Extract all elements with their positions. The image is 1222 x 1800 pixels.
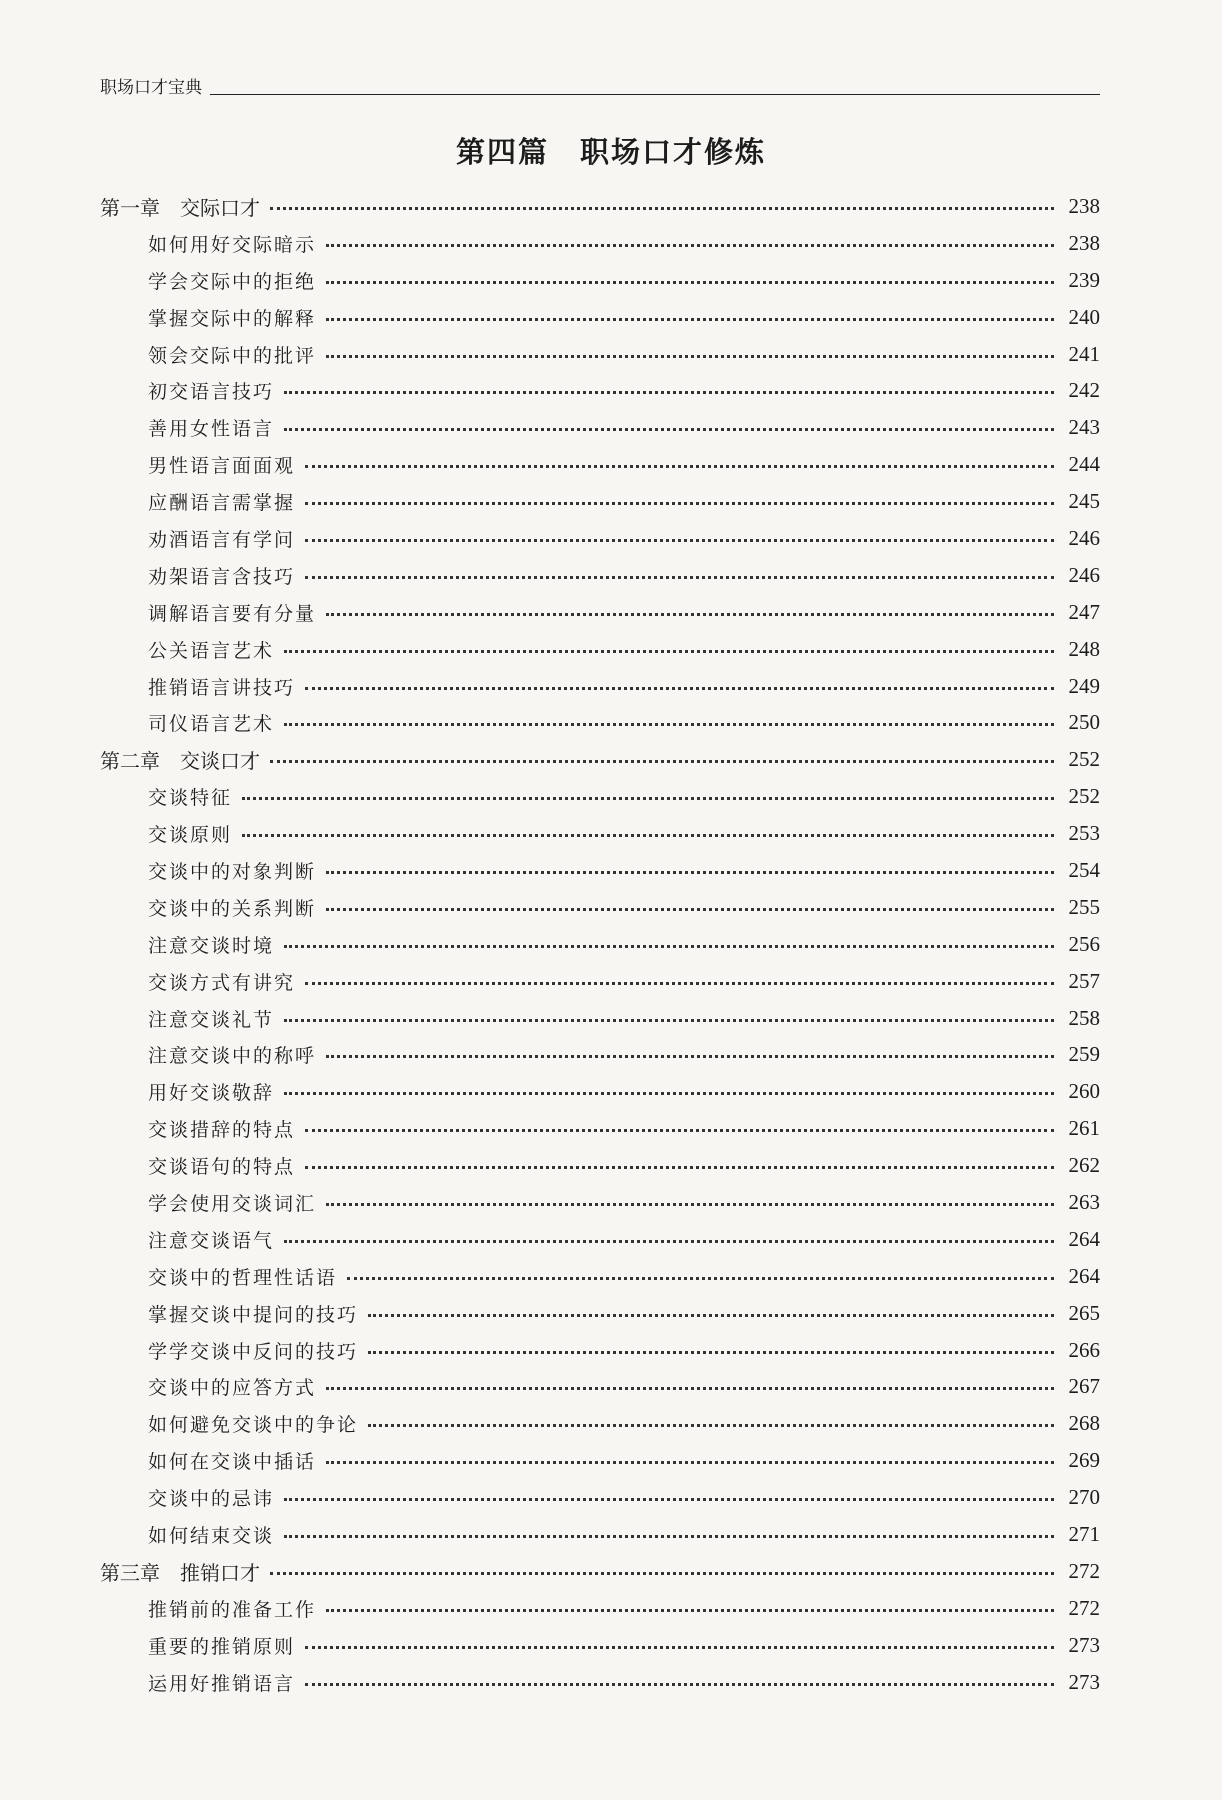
toc-entry-page: 242 xyxy=(1068,378,1100,403)
toc-entry-page: 252 xyxy=(1068,747,1100,772)
toc-entry-title: 男性语言面面观 xyxy=(148,455,296,478)
dot-leader xyxy=(242,834,1054,837)
table-of-contents xyxy=(100,188,1100,1701)
dot-leader xyxy=(305,1166,1054,1169)
toc-entry-page: 257 xyxy=(1068,968,1100,993)
toc-section-entry xyxy=(100,520,1100,557)
toc-entry-title: 第二章 交谈口才 xyxy=(100,749,260,774)
toc-section-entry xyxy=(100,631,1100,668)
dot-leader xyxy=(284,428,1054,431)
dot-leader xyxy=(284,650,1054,653)
toc-entry-title: 重要的推销原则 xyxy=(148,1635,296,1658)
toc-entry-page: 267 xyxy=(1068,1374,1100,1399)
toc-entry-page: 241 xyxy=(1068,341,1100,366)
toc-entry-page: 238 xyxy=(1068,193,1100,218)
toc-entry-title: 交谈中的哲理性话语 xyxy=(148,1266,338,1289)
toc-section-entry xyxy=(100,1590,1100,1627)
toc-section-entry xyxy=(100,815,1100,852)
header-rule xyxy=(210,94,1100,95)
toc-entry-page: 264 xyxy=(1068,1263,1100,1288)
dot-leader xyxy=(284,945,1054,948)
toc-section-entry xyxy=(100,594,1100,631)
dot-leader xyxy=(270,207,1054,210)
toc-entry-title: 交谈措辞的特点 xyxy=(148,1119,296,1142)
toc-entry-title: 初交语言技巧 xyxy=(148,381,275,404)
dot-leader xyxy=(284,1019,1054,1022)
toc-entry-title: 学学交谈中反问的技巧 xyxy=(148,1340,359,1363)
toc-section-entry xyxy=(100,446,1100,483)
toc-entry-title: 注意交谈语气 xyxy=(148,1229,275,1252)
toc-section-entry xyxy=(100,557,1100,594)
toc-section-entry xyxy=(100,1664,1100,1701)
toc-entry-page: 249 xyxy=(1068,673,1100,698)
toc-entry-page: 244 xyxy=(1068,452,1100,477)
toc-entry-page: 266 xyxy=(1068,1337,1100,1362)
toc-section-entry xyxy=(100,336,1100,373)
dot-leader xyxy=(270,760,1054,763)
dot-leader xyxy=(368,1424,1054,1427)
toc-section-entry xyxy=(100,299,1100,336)
toc-section-entry xyxy=(100,1442,1100,1479)
dot-leader xyxy=(305,1683,1054,1686)
toc-entry-page: 272 xyxy=(1068,1558,1100,1583)
toc-entry-title: 注意交谈中的称呼 xyxy=(148,1045,317,1068)
toc-section-entry xyxy=(100,1073,1100,1110)
toc-section-entry xyxy=(100,704,1100,741)
toc-entry-page: 262 xyxy=(1068,1153,1100,1178)
toc-entry-page: 240 xyxy=(1068,304,1100,329)
toc-section-entry xyxy=(100,1258,1100,1295)
dot-leader xyxy=(305,576,1054,579)
dot-leader xyxy=(305,539,1054,542)
toc-chapter-entry xyxy=(100,1553,1100,1590)
toc-entry-title: 交谈语句的特点 xyxy=(148,1156,296,1179)
dot-leader xyxy=(326,1387,1054,1390)
toc-entry-title: 劝架语言含技巧 xyxy=(148,565,296,588)
toc-section-entry xyxy=(100,1479,1100,1516)
toc-entry-title: 第一章 交际口才 xyxy=(100,195,260,220)
toc-entry-page: 246 xyxy=(1068,562,1100,587)
toc-section-entry xyxy=(100,778,1100,815)
dot-leader xyxy=(326,355,1054,358)
toc-entry-page: 254 xyxy=(1068,857,1100,882)
toc-section-entry xyxy=(100,1332,1100,1369)
toc-entry-page: 252 xyxy=(1068,784,1100,809)
toc-section-entry xyxy=(100,409,1100,446)
dot-leader xyxy=(347,1277,1054,1280)
toc-section-entry xyxy=(100,668,1100,705)
toc-entry-page: 264 xyxy=(1068,1226,1100,1251)
dot-leader xyxy=(305,687,1054,690)
dot-leader xyxy=(242,797,1054,800)
toc-entry-title: 用好交谈敬辞 xyxy=(148,1082,275,1105)
toc-entry-title: 交谈中的忌讳 xyxy=(148,1488,275,1511)
toc-entry-page: 269 xyxy=(1068,1448,1100,1473)
toc-section-entry xyxy=(100,852,1100,889)
toc-entry-title: 如何在交谈中插话 xyxy=(148,1451,317,1474)
toc-entry-title: 司仪语言艺术 xyxy=(148,713,275,736)
toc-entry-page: 250 xyxy=(1068,710,1100,735)
toc-entry-page: 246 xyxy=(1068,525,1100,550)
toc-section-entry xyxy=(100,889,1100,926)
dot-leader xyxy=(305,502,1054,505)
toc-section-entry xyxy=(100,1110,1100,1147)
toc-entry-page: 273 xyxy=(1068,1632,1100,1657)
toc-section-entry xyxy=(100,1184,1100,1221)
toc-entry-title: 学会交际中的拒绝 xyxy=(148,270,317,293)
toc-entry-page: 245 xyxy=(1068,489,1100,514)
toc-section-entry xyxy=(100,1147,1100,1184)
toc-entry-title: 注意交谈时境 xyxy=(148,934,275,957)
toc-entry-page: 248 xyxy=(1068,636,1100,661)
toc-entry-page: 259 xyxy=(1068,1042,1100,1067)
dot-leader xyxy=(305,465,1054,468)
toc-entry-page: 243 xyxy=(1068,415,1100,440)
dot-leader xyxy=(284,1498,1054,1501)
dot-leader xyxy=(326,244,1054,247)
dot-leader xyxy=(305,1129,1054,1132)
toc-entry-title: 交谈中的对象判断 xyxy=(148,860,317,883)
toc-section-entry xyxy=(100,225,1100,262)
toc-entry-title: 掌握交谈中提问的技巧 xyxy=(148,1303,359,1326)
toc-section-entry xyxy=(100,1516,1100,1553)
dot-leader xyxy=(326,613,1054,616)
toc-entry-title: 如何用好交际暗示 xyxy=(148,233,317,256)
toc-section-entry xyxy=(100,1036,1100,1073)
dot-leader xyxy=(326,1203,1054,1206)
running-title: 职场口才宝典 xyxy=(100,78,202,98)
toc-entry-title: 领会交际中的批评 xyxy=(148,344,317,367)
toc-entry-title: 应酬语言需掌握 xyxy=(148,492,296,515)
toc-entry-page: 258 xyxy=(1068,1005,1100,1030)
toc-entry-title: 交谈特征 xyxy=(148,787,233,810)
dot-leader xyxy=(284,391,1054,394)
toc-entry-title: 注意交谈礼节 xyxy=(148,1008,275,1031)
toc-entry-title: 交谈中的应答方式 xyxy=(148,1377,317,1400)
toc-chapter-entry xyxy=(100,188,1100,225)
dot-leader xyxy=(284,723,1054,726)
dot-leader xyxy=(305,1646,1054,1649)
toc-chapter-entry xyxy=(100,741,1100,778)
toc-entry-page: 272 xyxy=(1068,1595,1100,1620)
toc-entry-page: 261 xyxy=(1068,1116,1100,1141)
toc-section-entry xyxy=(100,262,1100,299)
toc-entry-title: 推销前的准备工作 xyxy=(148,1598,317,1621)
toc-section-entry xyxy=(100,1221,1100,1258)
toc-entry-title: 调解语言要有分量 xyxy=(148,602,317,625)
toc-section-entry xyxy=(100,1295,1100,1332)
dot-leader xyxy=(368,1314,1054,1317)
toc-entry-title: 交谈方式有讲究 xyxy=(148,971,296,994)
toc-entry-page: 247 xyxy=(1068,599,1100,624)
toc-entry-title: 交谈中的关系判断 xyxy=(148,897,317,920)
dot-leader xyxy=(270,1572,1054,1575)
toc-entry-page: 263 xyxy=(1068,1189,1100,1214)
dot-leader xyxy=(326,871,1054,874)
toc-section-entry xyxy=(100,1405,1100,1442)
dot-leader xyxy=(284,1240,1054,1243)
toc-entry-title: 学会使用交谈词汇 xyxy=(148,1192,317,1215)
toc-section-entry xyxy=(100,963,1100,1000)
toc-entry-page: 268 xyxy=(1068,1411,1100,1436)
toc-entry-title: 第三章 推销口才 xyxy=(100,1560,260,1585)
toc-entry-page: 271 xyxy=(1068,1522,1100,1546)
toc-entry-page: 270 xyxy=(1068,1485,1100,1510)
toc-section-entry xyxy=(100,483,1100,520)
toc-section-entry xyxy=(100,926,1100,963)
dot-leader xyxy=(305,982,1054,985)
toc-section-entry xyxy=(100,1627,1100,1664)
toc-entry-page: 253 xyxy=(1068,821,1100,846)
dot-leader xyxy=(326,318,1054,321)
toc-entry-title: 交谈原则 xyxy=(148,824,233,847)
dot-leader xyxy=(284,1535,1054,1538)
toc-entry-title: 如何结束交谈 xyxy=(148,1525,275,1547)
part-title: 第四篇 职场口才修炼 xyxy=(455,135,766,169)
toc-entry-page: 239 xyxy=(1068,267,1100,292)
toc-section-entry xyxy=(100,1369,1100,1406)
dot-leader xyxy=(326,908,1054,911)
toc-entry-title: 劝酒语言有学问 xyxy=(148,528,296,551)
toc-entry-page: 255 xyxy=(1068,894,1100,919)
dot-leader xyxy=(326,1055,1054,1058)
page-header xyxy=(100,78,1100,98)
toc-section-entry xyxy=(100,1000,1100,1037)
toc-entry-title: 善用女性语言 xyxy=(148,418,275,441)
dot-leader xyxy=(284,1092,1054,1095)
toc-entry-title: 公关语言艺术 xyxy=(148,639,275,662)
toc-entry-title: 运用好推销语言 xyxy=(148,1672,296,1695)
toc-entry-title: 如何避免交谈中的争论 xyxy=(148,1414,359,1437)
toc-entry-title: 掌握交际中的解释 xyxy=(148,307,317,330)
dot-leader xyxy=(326,1461,1054,1464)
toc-entry-page: 260 xyxy=(1068,1079,1100,1104)
toc-entry-page: 256 xyxy=(1068,931,1100,956)
toc-section-entry xyxy=(100,372,1100,409)
toc-entry-page: 265 xyxy=(1068,1300,1100,1325)
dot-leader xyxy=(326,281,1054,284)
toc-entry-page: 273 xyxy=(1068,1669,1100,1694)
toc-entry-page: 238 xyxy=(1068,230,1100,255)
toc-entry-title: 推销语言讲技巧 xyxy=(148,676,296,699)
dot-leader xyxy=(326,1609,1054,1612)
dot-leader xyxy=(368,1351,1054,1354)
